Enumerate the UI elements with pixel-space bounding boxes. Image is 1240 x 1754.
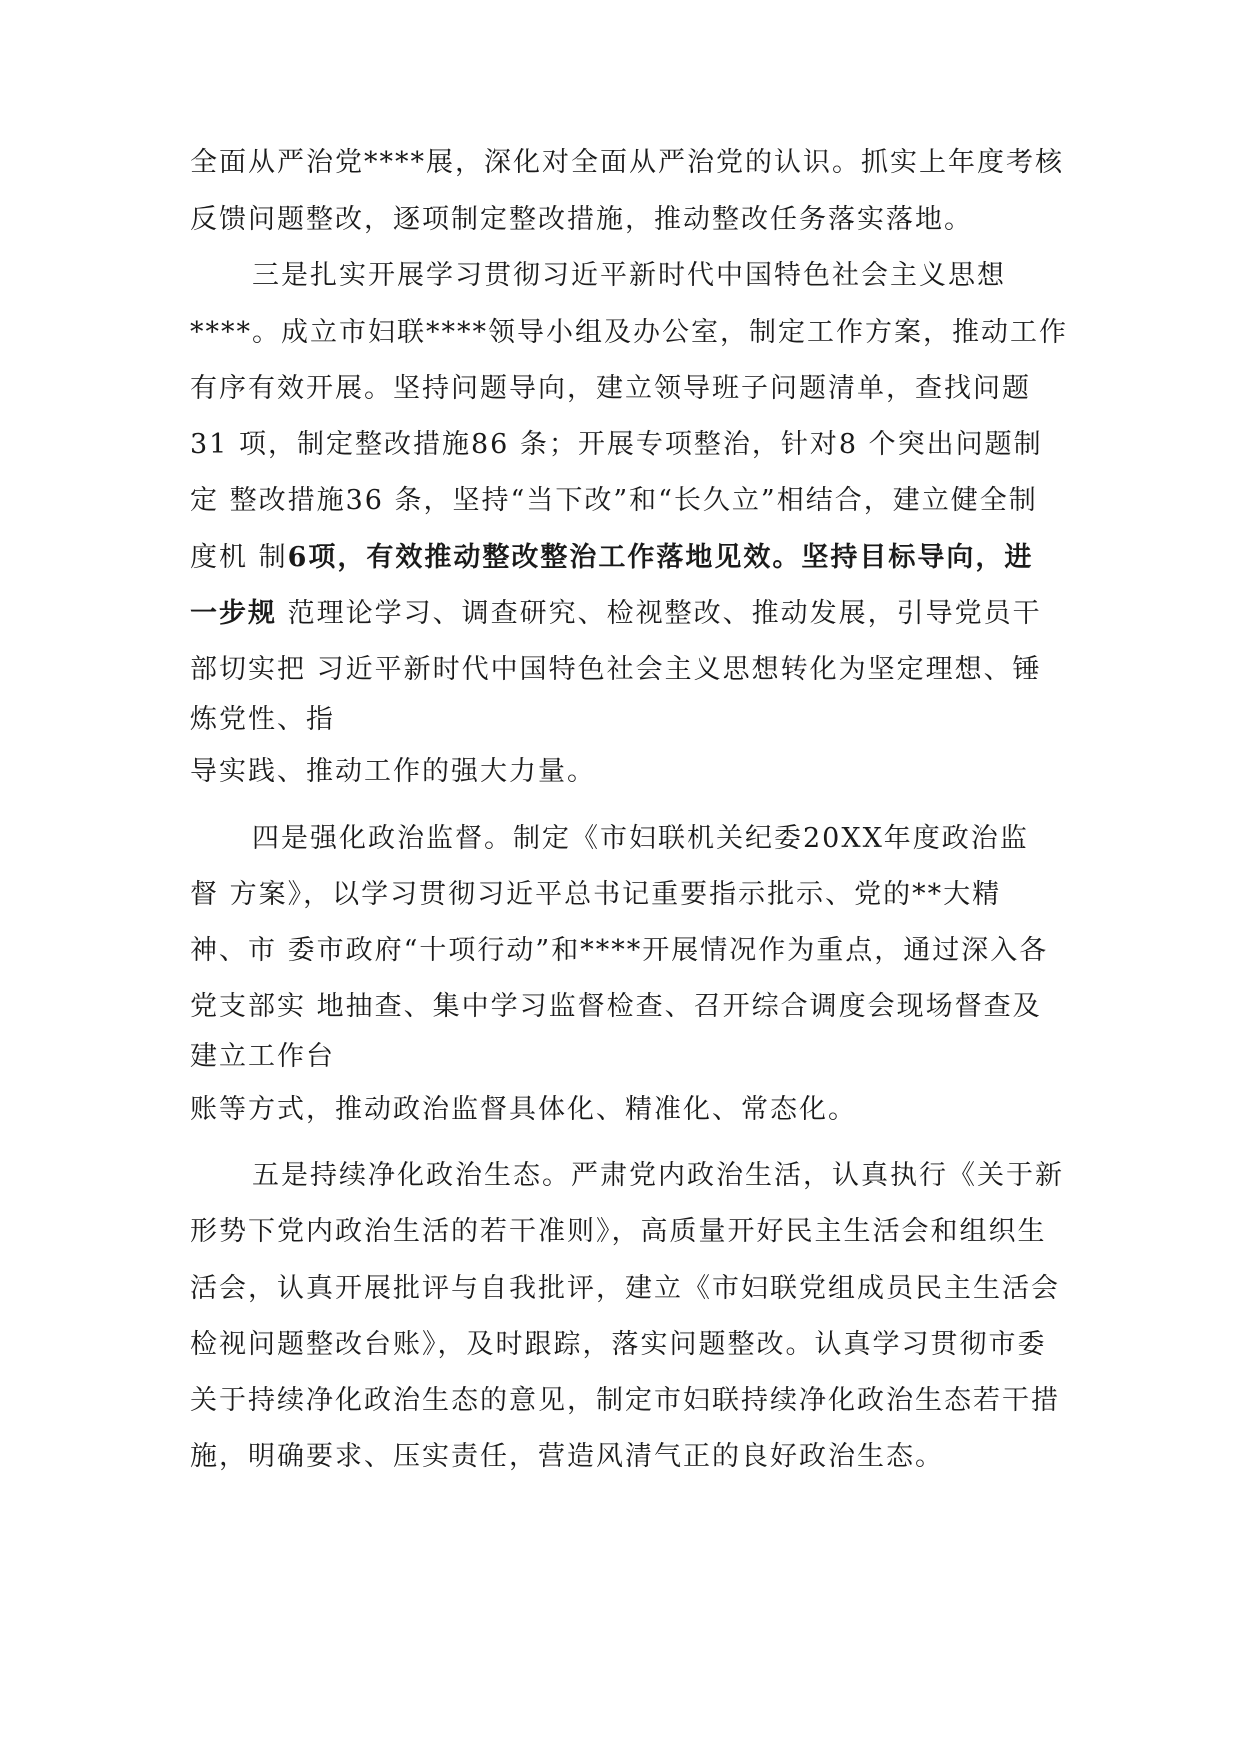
text-line: 督 方案》，以学习贯彻习近平总书记重要指示批示、党的**大精 [190,879,1002,910]
text-line: 检视问题整改台账》，及时跟踪，落实问题整改。认真学习贯彻市委 [190,1329,1047,1360]
text-line: 党支部实 地抽查、集中学习监督检查、召开综合调度会现场督查及 [190,991,1042,1022]
text-span: 度机 制 [190,542,288,573]
text-line: 形势下党内政治生活的若干准则》，高质量开好民主生活会和组织生 [190,1216,1047,1247]
text-line: 炼党性、指 [190,704,335,735]
bold-text-span: 一步规 [190,598,277,629]
text-line: 神、市 委市政府“十项行动”和****开展情况作为重点，通过深入各 [190,935,1049,966]
text-line: 建立工作台 [190,1041,335,1072]
text-line-mixed [190,538,1070,578]
text-line: 施，明确要求、压实责任，营造风清气正的良好政治生态。 [190,1441,944,1472]
text-span: 范理论学习、调查研究、检视整改、推动发展，引导党员干 [277,598,1042,629]
bold-text-span: 6项，有效推动整改整治工作落地见效。坚持目标导向，进 [287,542,1034,573]
text-line: 账等方式，推动政治监督具体化、精准化、常态化。 [190,1094,857,1125]
text-line: 反馈问题整改，逐项制定整改措施，推动整改任务落实落地。 [190,204,973,235]
text-line: 全面从严治党****展，深化对全面从严治党的认识。抓实上年度考核 [190,147,1064,178]
text-line: 五是持续净化政治生态。严肃党内政治生活，认真执行《关于新 [252,1160,1064,1191]
text-line: ****。成立市妇联****领导小组及办公室，制定工作方案，推动工作 [190,317,1068,348]
text-line: 四是强化政治监督。制定《市妇联机关纪委20XX年度政治监 [252,823,1029,854]
text-line: 活会，认真开展批评与自我批评，建立《市妇联党组成员民主生活会 [190,1273,1060,1304]
text-line: 部切实把 习近平新时代中国特色社会主义思想转化为坚定理想、锤 [190,654,1042,685]
text-line: 关于持续净化政治生态的意见，制定市妇联持续净化政治生态若干措 [190,1385,1060,1416]
text-line: 三是扎实开展学习贯彻习近平新时代中国特色社会主义思想 [252,260,1006,291]
text-line: 定 整改措施36 条，坚持“当下改”和“长久立”相结合，建立健全制 [190,485,1038,516]
text-line-mixed [190,594,1070,634]
text-line: 31 项，制定整改措施86 条；开展专项整治，针对8 个突出问题制 [190,429,1043,460]
text-line: 有序有效开展。坚持问题导向，建立领导班子问题清单，查找问题 [190,373,1031,404]
text-line: 导实践、推动工作的强大力量。 [190,756,596,787]
